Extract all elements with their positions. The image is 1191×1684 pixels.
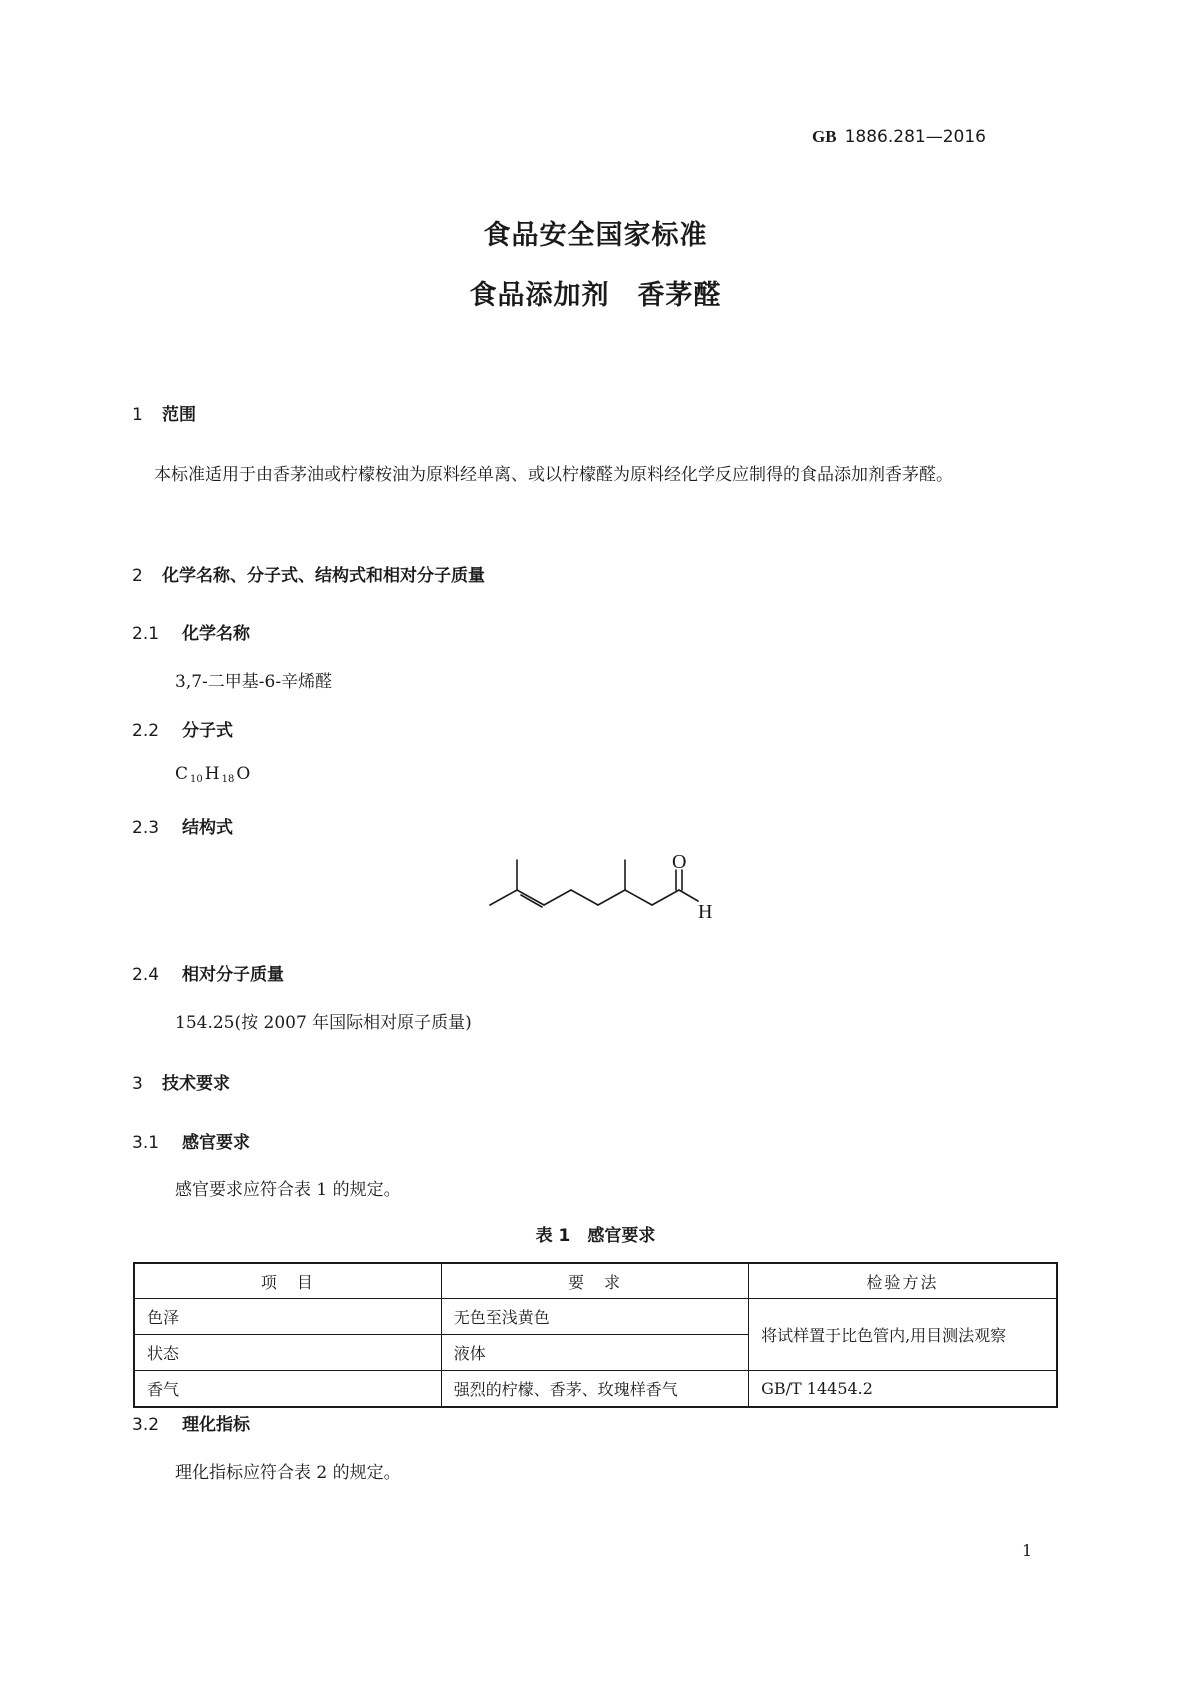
section-number: 3	[132, 1074, 143, 1094]
standard-number: 1886.281—2016	[844, 127, 986, 147]
row-method-merged: 将试样置于比色管内,用目测法观察	[749, 1299, 1057, 1371]
molecular-mass: 154.25(按 2007 年国际相对原子质量)	[175, 1013, 472, 1033]
subscript-h: 18	[221, 774, 235, 785]
section-title: 化学名称、分子式、结构式和相对分子质量	[162, 566, 485, 586]
section-title: 化学名称	[182, 624, 250, 644]
section-number: 2	[132, 566, 143, 586]
section-3-1-heading	[132, 1128, 250, 1153]
row-item: 状态	[134, 1335, 441, 1371]
section-number: 3.1	[132, 1133, 160, 1153]
row-item: 色泽	[134, 1299, 441, 1335]
section-1-heading	[132, 400, 196, 425]
table-row	[134, 1299, 1057, 1335]
row-requirement: 强烈的柠檬、香茅、玫瑰样香气	[441, 1371, 748, 1408]
document-title: 食品安全国家标准	[483, 220, 708, 251]
section-2-1-heading	[132, 619, 250, 644]
row-method: GB/T 14454.2	[749, 1371, 1057, 1408]
section-2-heading	[132, 561, 485, 586]
section-3-1-text: 感官要求应符合表 1 的规定。	[175, 1180, 401, 1200]
section-3-2-heading	[132, 1410, 250, 1435]
section-title: 技术要求	[162, 1074, 230, 1094]
chemical-name: 3,7-二甲基-6-辛烯醛	[175, 672, 333, 692]
section-number: 2.2	[132, 721, 160, 741]
table-1-caption: 表 1 感官要求	[535, 1226, 656, 1246]
row-requirement: 无色至浅黄色	[441, 1299, 748, 1335]
atom-h-label: H	[698, 901, 713, 923]
table-header-row	[134, 1263, 1057, 1299]
section-number: 2.4	[132, 965, 160, 985]
standard-prefix: GB	[812, 127, 837, 146]
sensory-requirements-table	[133, 1262, 1058, 1408]
section-2-2-heading	[132, 716, 233, 741]
standard-code	[812, 127, 986, 147]
molecular-formula	[175, 764, 250, 785]
section-1-text: 本标准适用于由香茅油或柠檬桉油为原料经单离、或以柠檬醛为原料经化学反应制得的食品添加剂香茅醛。	[154, 465, 953, 485]
element-o: O	[236, 764, 251, 784]
section-3-2-text: 理化指标应符合表 2 的规定。	[175, 1463, 401, 1483]
section-title: 相对分子质量	[182, 965, 284, 985]
section-number: 3.2	[132, 1415, 160, 1435]
section-number: 2.1	[132, 624, 160, 644]
section-title: 范围	[162, 405, 196, 425]
column-header-method: 检验方法	[749, 1263, 1057, 1299]
section-title: 分子式	[182, 721, 233, 741]
table-row	[134, 1371, 1057, 1408]
element-c: C	[175, 764, 189, 784]
section-2-4-heading	[132, 960, 284, 985]
section-title: 感官要求	[182, 1133, 250, 1153]
column-header-requirement: 要 求	[441, 1263, 748, 1299]
section-3-heading	[132, 1069, 230, 1094]
section-title: 结构式	[182, 818, 233, 838]
column-header-item: 项 目	[134, 1263, 441, 1299]
section-title: 理化指标	[182, 1415, 250, 1435]
section-2-3-heading	[132, 813, 233, 838]
subscript-c: 10	[190, 774, 203, 785]
atom-o-label: O	[672, 852, 687, 873]
row-requirement: 液体	[441, 1335, 748, 1371]
structural-formula	[480, 852, 720, 940]
row-item: 香气	[134, 1371, 441, 1408]
page-number: 1	[1022, 1541, 1033, 1560]
section-number: 2.3	[132, 818, 160, 838]
document-subtitle: 食品添加剂 香茅醛	[469, 280, 722, 311]
element-h: H	[204, 764, 220, 784]
section-number: 1	[132, 405, 143, 425]
